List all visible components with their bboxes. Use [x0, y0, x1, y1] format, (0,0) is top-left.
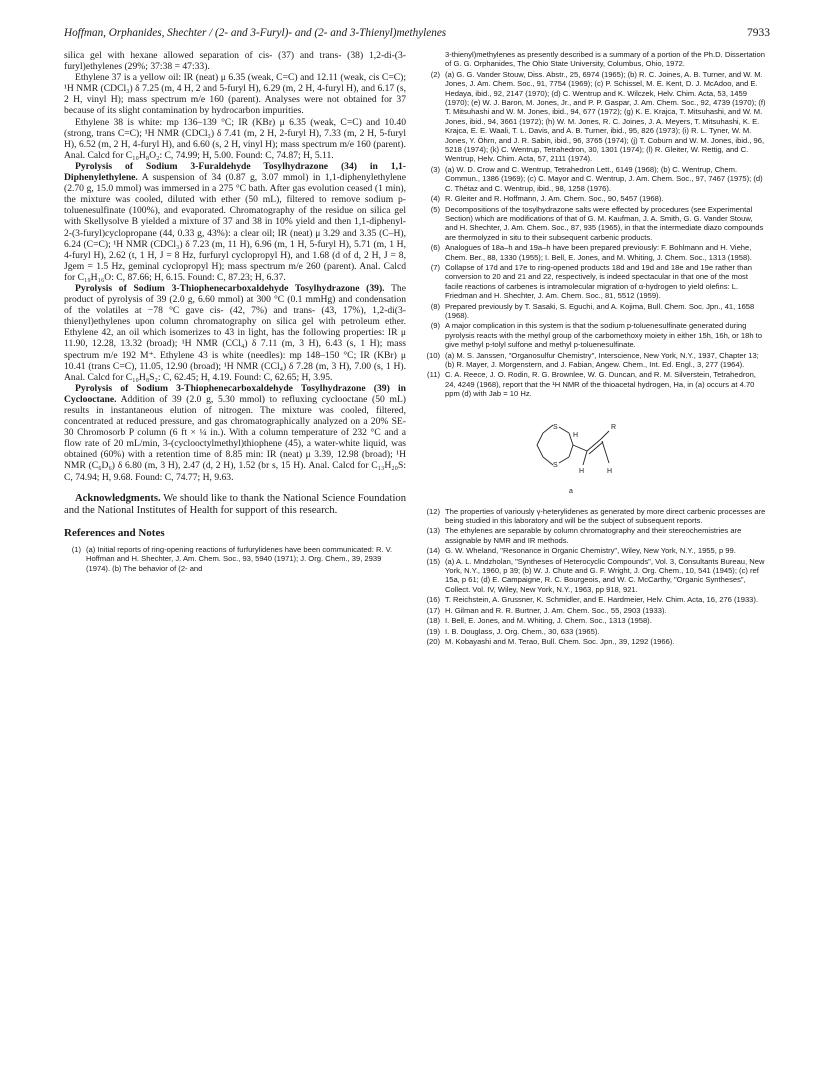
reference-text: (a) M. S. Janssen, "Organosulfur Chemistry", Interscience, New York, N.Y., 1937, Chapter 13; (b) R. Mayer, J. Morgenstern, and J. Fabian, Angew. Chem., Int. Ed. Engl., 3, 277 (1964).	[445, 350, 759, 369]
structure-caption: a	[569, 487, 573, 495]
reference-item	[423, 595, 767, 604]
reference-text: M. Kobayashi and M. Terao, Bull. Chem. Soc. Jpn., 39, 1292 (1966).	[445, 636, 675, 646]
reference-text: (a) Initial reports of ring-opening reactions of furfurylidenes have been communicated: R. V. Hoffman and H. Shechter, J. Am. Chem. Soc., 93, 5940 (1971); J. Org. Chem., 39, 2939 (1974). (b) The behavior of (2- and	[86, 544, 393, 573]
reference-number: (12)	[426, 506, 440, 516]
running-header	[64, 27, 770, 41]
hydrogen-label: H	[607, 467, 613, 475]
reference-text: Collapse of 17d and 17e to ring-opened products 18d and 19d and 18e and 19e rather than conversion to 20 and 21 and 22, respectively, is indeed spectacular in that one of the most facile reactions of carbenes is intramolecular migration of α-hydrogen to yield olefins: L. Friedman and H. Shechter, J. Am. Chem. Soc., 81, 5512 (1959).	[445, 262, 752, 301]
reference-item	[64, 545, 406, 573]
chain-bond	[573, 445, 587, 451]
paragraph-pyrolysis-34	[64, 161, 406, 283]
reference-number: (16)	[426, 595, 440, 605]
hydrogen-label: H	[573, 431, 579, 439]
ring-bond	[559, 457, 569, 463]
acknowledgments-body: We should like to thank the National Science Foundation and the National Institutes of Health for support of this research.	[64, 492, 406, 517]
reference-item	[423, 243, 767, 262]
reference-text: C. A. Reece, J. O. Rodin, R. G. Brownlee, W. G. Duncan, and R. M. Silverstein, Tetrahedron, 24, 4249 (1968), report that the ¹H NMR of the thioacetal hydrogen, Ha, in (a) occurs at 4.70 ppm (d) with Jab = 10 Hz.	[445, 370, 756, 399]
reference-number: (3)	[430, 164, 440, 174]
r-bond	[601, 431, 609, 439]
reference-text: The ethylenes are separable by column chromatography and their stereochemistries are assignable by NMR and IR methods.	[445, 526, 742, 545]
paragraph-body: A suspension of 34 (0.87 g, 3.07 mmol) in 1,1-diphenylethylene (2.70 g, 15.0 mmol) was immersed in a 275 °C bath. After gas evolution ceased (1 min), the mixture was cooled, diluted with ether (50 mL), filtered to remove sodium p-toluenesulfinate (100%), and evaporated. Chromatography of the residue on silica gel with Skellysolve B yielded a mixture of 37 and 38 in 10% yield and then 1,1-diphenyl-2-(3-furyl)cyclopropane (44, 0.33 g, 43%): a clear oil; IR (neat) μ 3.29 and 3.35 (C–H), 6.24 (C=C); ¹H NMR (CDCl₃) δ 7.23 (m, 11 H), 6.96 (m, 1 H, 5-furyl H), 5.71 (m, 1 H, 4-furyl H), 2.62 (t, 1 H, J = 8 Hz, furfuryl cyclopropyl H), and 1.68 (d of d, 2 H, J = 8, Jgem = 1.5 Hz, geminal cyclopropyl H); mass spectrum m/e 260 (parent). Anal. Calcd for C₁₉H₁₆O: C, 87.66; H, 6.15. Found: C, 87.23; H, 6.37.	[64, 172, 406, 283]
paragraph-pyrolysis-39	[64, 283, 406, 383]
reference-text: A major complication in this system is that the sodium p-toluenesulfinate generated during pyrolysis reacts with the methyl group of the carbomethoxy moiety in either 15h, 16h, or 18h to give methyl p-tolyl sulfone and methyl p-toluenesulfinate.	[445, 321, 762, 350]
paragraph-ethylene-37: Ethylene 37 is a yellow oil: IR (neat) μ 6.35 (weak, C=C) and 12.11 (weak, cis C=C); ¹H NMR (CDCl₃) δ 7.25 (m, 4 H, 2 and 5-furyl H), 6.29 (m, 2 H, 4-furyl H), and 6.17 (s, 2 H, vinyl H); mass spectrum m/e 160 (parent). Analyses were not obtained for 37 because of its slight contamination by hydrocarbon impurities.	[64, 72, 406, 117]
reference-number: (20)	[426, 636, 440, 646]
ring-bond	[569, 445, 573, 457]
references-heading: References and Notes	[64, 526, 165, 539]
sulfur-label: S	[553, 461, 558, 469]
reference-number: (17)	[426, 605, 440, 615]
reference-list-2	[423, 507, 767, 647]
right-column	[423, 50, 767, 647]
reference-number: (15)	[426, 556, 440, 566]
reference-item	[423, 370, 767, 398]
reference-item	[423, 205, 767, 243]
reference-text: (a) W. D. Crow and C. Wentrup, Tetrahedron Lett., 6149 (1968); (b) C. Wentrup, Chem. Commun., 1386 (1969); (c) C. Mayor and C. Wentrup, J. Am. Chem. Soc., 97, 7467 (1975); (d) C. Thétaz and C. Wentrup, ibid., 98, 1258 (1976).	[445, 164, 763, 193]
reference-number: (10)	[426, 350, 440, 360]
reference-text: T. Reichstein, A. Grussner, K. Schmidler, and E. Hardmeier, Helv. Chim. Acta, 16, 276 (1933).	[445, 595, 759, 605]
reference-continuation: 3-thienyl)methylenes as presently described is a summary of a portion of the Ph.D. Dissertation of G. G. Orphanides, The Ohio State University, Columbus, Ohio, 1972.	[445, 50, 765, 69]
hydrogen-label: H	[579, 467, 585, 475]
reference-item	[423, 606, 767, 615]
reference-number: (2)	[430, 69, 440, 79]
reference-text: I. B. Douglass, J. Org. Chem., 30, 633 (1965).	[445, 626, 600, 636]
h-bond	[602, 441, 609, 463]
ring-bond	[537, 425, 553, 465]
reference-number: (4)	[430, 194, 440, 204]
reference-item	[423, 194, 767, 203]
paragraph-body: The product of pyrolysis of 39 (2.0 g, 6.60 mmol) at 300 °C (0.1 mmHg) and condensation of the volatiles at −78 °C gave cis- (42, 7%) and trans- (43, 17%), 1,2-di(3-thienyl)ethylenes upon column chromatography on silica gel with petroleum ether. Ethylene 42, an oil which isomerizes to 43 in light, has the following properties: IR μ 11.90, 12.28, 13.32 (broad); ¹H NMR (CCl₄) δ 7.11 (m, 3 H), 6.43 (s, 1 H); mass spectrum m/e 192 M⁺. Ethylene 43 is white (needles): mp 148–150 °C; IR (KBr) μ 10.41 (trans C=C), 11.05, 12.90 (broad); ¹H NMR (CCl₄) δ 7.28 (m, 3 H), 7.00 (s, 1 H). Anal. Calcd for C₁₀H₈S₂: C, 62.45; H, 4.19. Found: C, 62.65; H, 3.95.	[64, 282, 406, 383]
running-title: Hoffman, Orphanides, Shechter / (2- and 3-Furyl)- and (2- and 3-Thienyl)methylenes	[64, 27, 447, 39]
reference-text: I. Bell, E. Jones, and M. Whiting, J. Chem. Soc., 1313 (1958).	[445, 616, 652, 626]
reference-text: Analogues of 18a–h and 19a–h have been prepared previously: F. Bohlmann and H. Viehe, Chem. Ber., 88, 1330 (1955); I. Bell, E. Jones, and M. Whiting, J. Chem. Soc., 1313 (1958).	[445, 243, 752, 262]
page-number: 7933	[747, 27, 770, 39]
reference-item	[423, 627, 767, 636]
acknowledgments-heading: Acknowledgments.	[75, 492, 161, 504]
reference-item	[423, 263, 767, 301]
reference-text: R. Gleiter and R. Hoffmann, J. Am. Chem. Soc., 90, 5457 (1968).	[445, 194, 664, 204]
paragraph-pyrolysis-39-cyclooctane	[64, 383, 406, 483]
reference-text: (a) G. G. Vander Stouw, Diss. Abstr., 25, 6974 (1965); (b) R. C. Joines, A. B. Turner, and W. M. Jones, J. Am. Chem. Soc., 91, 7754 (1969); (c) P. Schissel, M. E. Kent, D. J. McAdoo, and E. Hedaya, ibid., 92, 2147 (1970); (d) C. Wentrup and K. Wilczek, Helv. Chim. Acta, 53, 1459 (1970); (e) W. J. Baron, M. Jones, Jr., and P. P. Gaspar, J. Am. Chem. Soc., 92, 4739 (1970); (f) T. Mitsuhashi and W. M. Jones, ibid., 94, 677 (1972); (g) K. E. Krajca, T. Mitsuhashi, and W. M. Jones, ibid., 94, 3661 (1972); (h) W. M. Jones, R. C. Joines, J. A. Meyers, T. Mitsuhashi, K. E. Krajca, E. E. Waali, T. L. Davis, and A. B. Turner, ibid., 95, 826 (1973); (i) R. L. Tyner, W. M. Jones, Y. Öhrn, and J. R. Sabin, ibid., 96, 3765 (1974); (j) T. Coburn and W. M. Jones, ibid., 96, 5218 (1974); (k) C. Wentrup, Tetrahedron, 30, 1301 (1974); (l) R. Gleiter, W. Rettig, and C. Wentrup, Helv. Chim. Acta, 57, 2111 (1974).	[445, 69, 766, 164]
left-column	[64, 50, 406, 573]
reference-text: G. W. Wheland, "Resonance in Organic Chemistry", Wiley, New York, N.Y., 1955, p 99.	[445, 546, 736, 556]
reference-item	[423, 321, 767, 349]
reference-item	[423, 165, 767, 193]
reference-item	[423, 526, 767, 545]
reference-item	[423, 616, 767, 625]
reference-number: (8)	[430, 301, 440, 311]
reference-item	[423, 637, 767, 646]
paragraph-body: Addition of 39 (2.0 g, 5.30 mmol) to refluxing cyclooctane (50 mL) results in instantaneous elution of nitrogen. The mixture was cooled, filtered, concentrated at reduced pressure, and gas chromatographically analyzed on a 20% SE-30 Chromosorb P column (6 ft × ¼ in.). With a column temperature of 232 °C and a flow rate of 20 mL/min, 3-(cyclooctylmethyl)thiophene (45), a water-white liquid, was obtained (60%) with a retention time of 8.85 min: IR (neat) μ 3.39, 12.98 (broad); ¹H NMR (C₆D₆) δ 6.80 (m, 3 H), 2.47 (d, 2 H), 1.52 (br s, 15 H). Anal. Calcd for C₁₃H₂₀S: C, 74.94; H, 9.68. Found: C, 74.77; H, 9.63.	[64, 393, 406, 483]
reference-list-1	[423, 70, 767, 399]
reference-item	[423, 351, 767, 370]
reference-number: (13)	[426, 526, 440, 536]
reference-text: (a) A. L. Mndzholan, "Syntheses of Heterocyclic Compounds", Vol. 3, Consultants Bureau, New York, N.Y., 1960, p 39; (b) W. J. Chute and G. F. Wright, J. Org. Chem., 10, 541 (1945); (c) ref 15a, p 61; (d) E. Campaigne, R. C. Bourgeois, and W. C. McCarthy, "Organic Syntheses", Collect. Vol. IV, Wiley, New York, N.Y., 1963, pp 918, 921.	[445, 556, 765, 594]
reference-number: (19)	[426, 626, 440, 636]
reference-number: (7)	[430, 262, 440, 272]
reference-item	[423, 70, 767, 164]
thioacetal-structure-diagram	[517, 403, 637, 501]
r-label: R	[611, 423, 617, 431]
sulfur-label: S	[553, 423, 558, 431]
reference-number: (6)	[430, 243, 440, 253]
section-heading: Pyrolysis of Sodium 3-Thiophenecarboxaldehyde Tosylhydrazone (39) in Cyclooctane.	[64, 382, 406, 405]
acknowledgments	[64, 493, 406, 518]
reference-text: The properties of variously γ-heterylidenes as generated by more direct carbenic processes are being studied in this laboratory and will be the subject of subsequent reports.	[445, 506, 766, 526]
reference-text: Prepared previously by T. Sasaki, S. Eguchi, and A. Kojima, Bull. Chem. Soc. Jpn., 41, 1658 (1968).	[445, 301, 755, 320]
paragraph-ethylene-38: Ethylene 38 is white: mp 136–139 °C; IR (KBr) μ 6.35 (weak, C=C) and 10.40 (strong, trans C=C); ¹H NMR (CDCl₃) δ 7.41 (m, 2 H, 2-furyl H), 7.33 (m, 2 H, 5-furyl H), 6.52 (m, 2 H, 4-furyl H), and 6.60 (s, 2 H, vinyl H); mass spectrum m/e 160 (parent). Anal. Calcd for C₁₀H₈O₂: C, 74.99; H, 5.00. Found: C, 74.87; H, 5.11.	[64, 116, 406, 161]
h-bond	[583, 451, 587, 465]
reference-number: (1)	[71, 544, 81, 554]
reference-item	[423, 302, 767, 321]
section-heading: Pyrolysis of Sodium 3-Furaldehyde Tosylhydrazone (34) in 1,1-Diphenylethylene.	[64, 160, 406, 184]
reference-number: (11)	[427, 370, 440, 380]
section-heading: Pyrolysis of Sodium 3-Thiophenecarboxaldehyde Tosylhydrazone (39).	[75, 282, 385, 294]
ring-bond	[559, 427, 569, 433]
reference-item	[423, 507, 767, 526]
reference-number: (18)	[426, 616, 440, 626]
reference-text: Decompositions of the tosylhydrazone salts were effected by procedures (see Experimental Section) which are modifications of that of G. M. Kaufman, J. A. Smith, G. G. Vander Stouw, and H. Shechter, J. Am. Chem. Soc., 87, 935 (1965), in that the intermediate diazo compounds are thermolyzed in situ to their subsequent carbenic products.	[445, 204, 764, 242]
reference-text: H. Gilman and R. R. Burtner, J. Am. Chem. Soc., 55, 2903 (1933).	[445, 605, 667, 615]
reference-number: (5)	[430, 204, 440, 214]
paragraph-1: silica gel with hexane allowed separation of cis- (37) and trans- (38) 1,2-di-(3-furyl)ethylenes (29%; 37:38 = 47:33).	[64, 50, 406, 73]
reference-number: (14)	[426, 546, 440, 556]
reference-item	[423, 557, 767, 595]
reference-number: (9)	[430, 321, 440, 331]
reference-item	[423, 546, 767, 555]
